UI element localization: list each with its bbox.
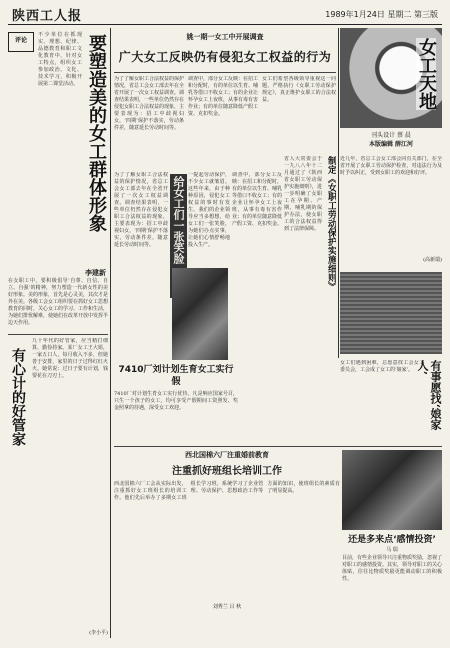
bottom-story [114,450,340,640]
issue-weekday: 星期二 [387,10,412,19]
section-credit-design: 刊头设计 蔡 晨 [371,132,411,139]
right-block [340,156,442,266]
section-credit-editor: 本版编辑 薛江河 [368,141,414,148]
right-vertical-title: 制定《女职工劳动保护实施细则》 [326,156,336,291]
filler-text-a: 为了了解女职工合法权益的保护情况，省总工会女工部去年在全省开展了一次女工权益调查。调查结果表明，一些单位仍然存在侵犯女职工合法权益的现象，主要表现为：招工中歧视妇女，‘四期’保护不落实，劳动条件差，随意延长劳动时间等。 [114,172,168,248]
right-bottom-title: 还是多来点‘感情投资’ [348,535,436,545]
right-vertical-article [284,156,336,362]
right-vertical-body: 省人大常委会于一九八八年十二月通过了《陕西省女职工劳动保护实施细则》，进一步明确了女职工在孕期、产期、哺乳期的保护办法，使女职工的合法权益得到了法律保障。 [284,156,322,232]
photo-story [114,364,238,444]
left-column-tag: 评论 [8,32,34,52]
left-column [8,28,108,330]
right-block-body: 近几年，省总工会女工部会同有关部门，在全省开展了女职工劳动保护检查，对违法行为及时予以纠正，受到女职工的欢迎和好评。 [340,156,442,176]
left-column-title: 要塑造美的女工群体形象 [86,34,107,232]
dateline [325,9,438,20]
top-story-body-a: 为了了解女职工合法权益的保护情况，省总工会女工部去年在全省开展了一次女工权益调查。调查结果表明，一些单位仍然存在侵犯女职工合法权益的现象，主要表现为：招工中歧视妇女，‘四期’保护不落实，劳动条件差，随意延长劳动时间等。 [114,76,185,131]
bottom-story-authors [114,603,340,610]
right-photo [340,272,442,354]
issue-page: 第三版 [414,10,438,19]
top-story-headline: 广大女工反映仍有侵犯女工权益的行为 [118,50,332,64]
top-story-kicker: 姚一期一女工中开展调查 [186,33,264,41]
left-bottom-title: 有心计的好管家 [10,348,26,446]
bottom-story-headline: 注重抓好班组长培训工作 [172,466,282,477]
photo-story-body: 7410厂对计划生育女工实行优待。凡是响应国家号召，只生一个孩子的女工，均可享受产假期间工资照发、奖金照拿的待遇，深受女工欢迎。 [114,391,238,411]
filler-text-b: 调查中，部分女工反映：在招工和分配时，有的单位以生育、哺乳等借口不收女工；有的企业让怀孕女工上夜班，从事有毒有害作业；有的单位随意降低产假工资、克扣奖金。 [232,172,282,227]
left-column-body: 在女职工中，要积极倡导‘自尊、自信、自立、自强’的精神，努力塑造一代新女性的美好形象。美的形象，首先是心灵美，其次才是外在美。各级工会女工组织要在抓好女工思想教育的同时，关心女工的学习、工作和生活，为她们排忧解难，使她们在改革开放中发挥半边天作用。 [8,278,108,326]
left-column-intro: 不少单位在抓现实、理想、纪律、品德教育和职工文化教育中，针对女工特点，组织女工参加政治、文化、技术学习，积极开展第二课堂活动。 [38,32,82,87]
bottom-story-author-1: 刘秀兰 [212,604,228,610]
masthead [8,4,442,25]
issue-date: 1989年1月24日 [325,10,385,19]
left-bottom-article [8,338,108,638]
photo-story-headline: 7410厂刘计划生育女工实行假 [118,365,234,387]
middle-feature-body: 一提起劳动保护，不少女工就皱眉。这些年来，由于种种原因，侵犯女工权益的事时有发生。我们的企业领导应当多想想，给女工们一张笑脸，为她们办点实事，让她们心情舒畅地投入生产。 [188,172,230,248]
left-bottom-author: (李小平) [89,630,108,636]
top-story [114,28,336,73]
bottom-story-kicker: 西北国棉六厂注重婚前教育 [185,451,269,459]
middle-feature-title: 给女工们一张笑脸 [170,174,187,298]
bottom-story-body: 西北国棉六厂工会从实际出发，注重抓好女工班组长的培训工作。他们先后举办了多期女工班组长学习班，系统学习了企业管理、劳动保护、思想政治工作等方面的知识，使班组长的素质有了明显提高。 [114,481,340,501]
section-illustration [340,28,442,128]
newspaper-logo: 陕西工人报 [12,9,83,24]
section-title: 女工天地 [416,38,437,110]
left-column-author: 李建新 [85,269,106,277]
right-block-author: (高新瑞) [423,257,442,263]
news-photo [172,268,228,360]
right-mid-article [340,360,442,436]
bottom-story-author-2: 吕 秋 [229,604,242,610]
right-bottom-body: 目前，有些企业领导只注重物质奖励，忽视了对职工的感情投资。其实，领导对职工的关心体贴，往往比物质奖励更能调动职工的积极性。 [342,555,442,582]
right-mid-body: 女工们遇到困难，总愿意找工会女工委员会，工会成了女工的‘娘家’。 [340,360,424,373]
right-bottom-author: 马 瑞 [386,547,398,553]
left-bottom-body: 九十年代的好管家，应当精打细算，勤俭持家。某厂女工王大姐，一家五口人，每月收入不多，但她善于安排，家里的日子过得红红火火。她常说：过日子要有计划，钱要花在刀刃上。 [32,338,108,379]
bottom-photo [342,450,442,530]
right-bottom-article [342,534,442,640]
section-credits [340,130,442,152]
right-mid-title: 有事愿找‘娘家人’ [416,360,442,430]
top-story-body-b: 调查中，部分女工反映：在招工和分配时，有的单位以生育、哺乳等借口不收女工；有的企业让怀孕女工上夜班，从事有毒有害作业；有的单位随意降低产假工资、克扣奖金。 [188,76,259,117]
top-story-body [114,76,336,166]
top-story-body-c: 女工们希望各级领导重视这一问题，严格执行《女职工劳动保护规定》，真正维护女职工的合法权益。 [262,76,336,103]
